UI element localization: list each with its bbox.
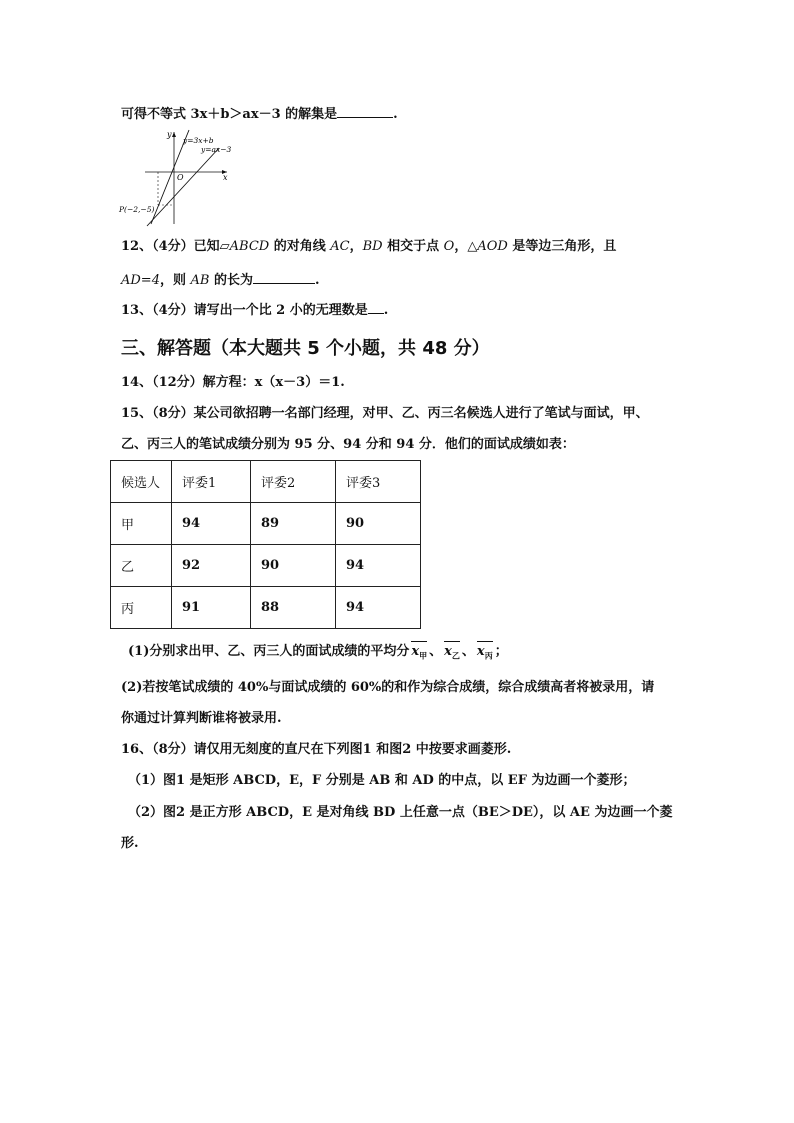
table-cell: 94 [336, 545, 421, 587]
q15-sub1 [128, 643, 508, 665]
origin-label: O [177, 173, 184, 182]
point-p-label: P(−2,−5) [119, 205, 155, 214]
table-cell: 88 [251, 587, 336, 629]
q15-sub2-line2: 你通过计算判断谁将被录用. [121, 711, 282, 726]
table-cell: 92 [172, 545, 251, 587]
mean-var: x [476, 644, 485, 659]
q12-text: 的对角线 [269, 239, 331, 254]
table-cell: 94 [172, 503, 251, 545]
mean-sub: 乙 [451, 650, 460, 661]
q12-line1 [121, 238, 616, 256]
line-y-ax-3 [147, 148, 219, 226]
q12-prefix: 12、（4分）已知 [121, 239, 220, 254]
y-axis-label: y [167, 130, 172, 139]
table-cell: 94 [336, 587, 421, 629]
line2-label: y=ax−3 [201, 145, 232, 154]
mean-var: x [444, 644, 452, 659]
q14-line: 14、（12分）解方程：x（x－3）＝1. [121, 375, 345, 390]
q11-text: 可得不等式 3x＋b＞ax－3 的解集是 [121, 107, 338, 122]
q13-line [121, 300, 388, 320]
table-row [111, 503, 421, 545]
mean-yi [444, 643, 460, 665]
q12-answer-blank[interactable] [253, 270, 315, 284]
q11-graph [117, 128, 247, 228]
table-cell: 89 [251, 503, 336, 545]
table-cell: 丙 [111, 587, 172, 629]
q13-text: 13、（4分）请写出一个比 2 小的无理数是 [121, 303, 368, 318]
q12-line2 [121, 270, 320, 290]
y-axis-arrow [172, 132, 176, 137]
q12-point-o: O [443, 239, 455, 254]
q15-sub1-text: (1)分别求出甲、乙、丙三人的面试成绩的平均分 [128, 644, 410, 659]
table-header-cell: 评委1 [172, 461, 251, 503]
mean-jia [411, 643, 427, 665]
q12-parallelogram: ▱ABCD [219, 239, 270, 254]
mean-sub: 丙 [484, 650, 493, 661]
table-row [111, 545, 421, 587]
table-cell: 乙 [111, 545, 172, 587]
q12-bd: BD [362, 239, 383, 254]
q12-text: 相交于点 [382, 239, 444, 254]
q11-answer-blank[interactable] [337, 104, 393, 118]
q12-sep: ， [349, 239, 363, 254]
q12-ab: AB [190, 273, 210, 288]
sep: 、 [461, 644, 475, 659]
q16-sub2-line1: （2）图2 是正方形 ABCD，E 是对角线 BD 上任意一点（BE＞DE），以 AE 为边画一个菱 [128, 805, 673, 820]
q12-triangle: △AOD [467, 239, 508, 254]
q15-sub2-line1: (2)若按笔试成绩的 40%与面试成绩的 60%的和作为综合成绩，综合成绩高者将被录用，请 [121, 680, 655, 695]
mean-var: x [411, 644, 420, 659]
sep: 、 [429, 644, 443, 659]
table-cell: 91 [172, 587, 251, 629]
q16-line1: 16、（8分）请仅用无刻度的直尺在下列图1 和图2 中按要求画菱形. [121, 742, 512, 757]
q15-line1: 15、（8分）某公司欲招聘一名部门经理，对甲、乙、丙三名候选人进行了笔试与面试，甲、 [121, 406, 649, 421]
end: ； [494, 644, 508, 659]
x-axis-label: x [223, 173, 228, 182]
q15-line2: 乙、丙三人的笔试成绩分别为 95 分、94 分和 94 分．他们的面试成绩如表： [121, 437, 575, 452]
q13-answer-blank[interactable] [368, 300, 384, 314]
q11-line [121, 104, 398, 124]
q16-sub2-line2: 形. [121, 836, 139, 851]
q12-text: ，则 [159, 273, 191, 288]
table-header-cell: 候选人 [111, 461, 172, 503]
mean-sub: 甲 [419, 650, 428, 661]
table-cell: 90 [336, 503, 421, 545]
score-table [110, 460, 421, 629]
section-title: 三、解答题（本大题共 5 个小题，共 48 分） [121, 338, 490, 359]
table-header-row [111, 461, 421, 503]
table-cell: 90 [251, 545, 336, 587]
q11-end: . [393, 107, 398, 122]
q16-sub1: （1）图1 是矩形 ABCD，E，F 分别是 AB 和 AD 的中点，以 EF 为边画一个菱形； [128, 773, 636, 788]
q12-text: 是等边三角形，且 [507, 239, 617, 254]
q12-ad: AD=4 [121, 273, 160, 288]
table-header-cell: 评委2 [251, 461, 336, 503]
q12-sep: ， [454, 239, 468, 254]
table-row [111, 587, 421, 629]
table-header-cell: 评委3 [336, 461, 421, 503]
q12-ac: AC [330, 239, 350, 254]
table-cell: 甲 [111, 503, 172, 545]
q12-end: . [315, 273, 320, 288]
q12-text: 的长为 [209, 273, 253, 288]
q13-end: . [383, 303, 389, 318]
mean-bing [477, 643, 493, 665]
line1-label: y=3x+b [183, 136, 214, 145]
